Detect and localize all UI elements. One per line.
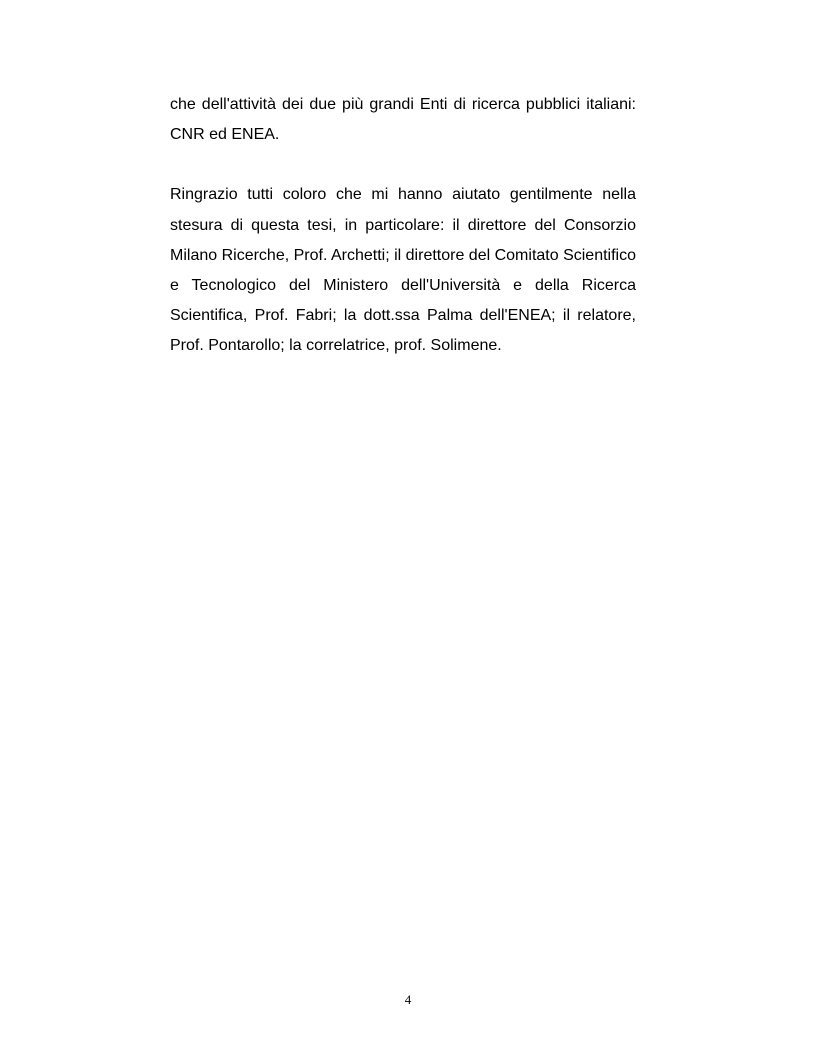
page-number: 4 bbox=[404, 992, 412, 1007]
body-text bbox=[170, 90, 636, 362]
paragraph-enti-ricerca: che dell'attività dei due più grandi Enti di ricerca pubblici italiani: CNR ed ENEA. bbox=[170, 96, 636, 144]
paragraph-ringraziamenti: Ringrazio tutti coloro che mi hanno aiutato gentilmente nella stesura di questa tesi, in particolare: il direttore del Consorzio Milano Ricerche, Prof. Archetti; il direttore del Comitato Scientifico e Tecnologico del Ministero dell'Università e della Ricerca Scientifica, Prof. Fabri; la dott.ssa Palma dell'ENEA; il relatore, Prof. Pontarollo; la correlatrice, prof. Solimene. bbox=[170, 186, 636, 355]
